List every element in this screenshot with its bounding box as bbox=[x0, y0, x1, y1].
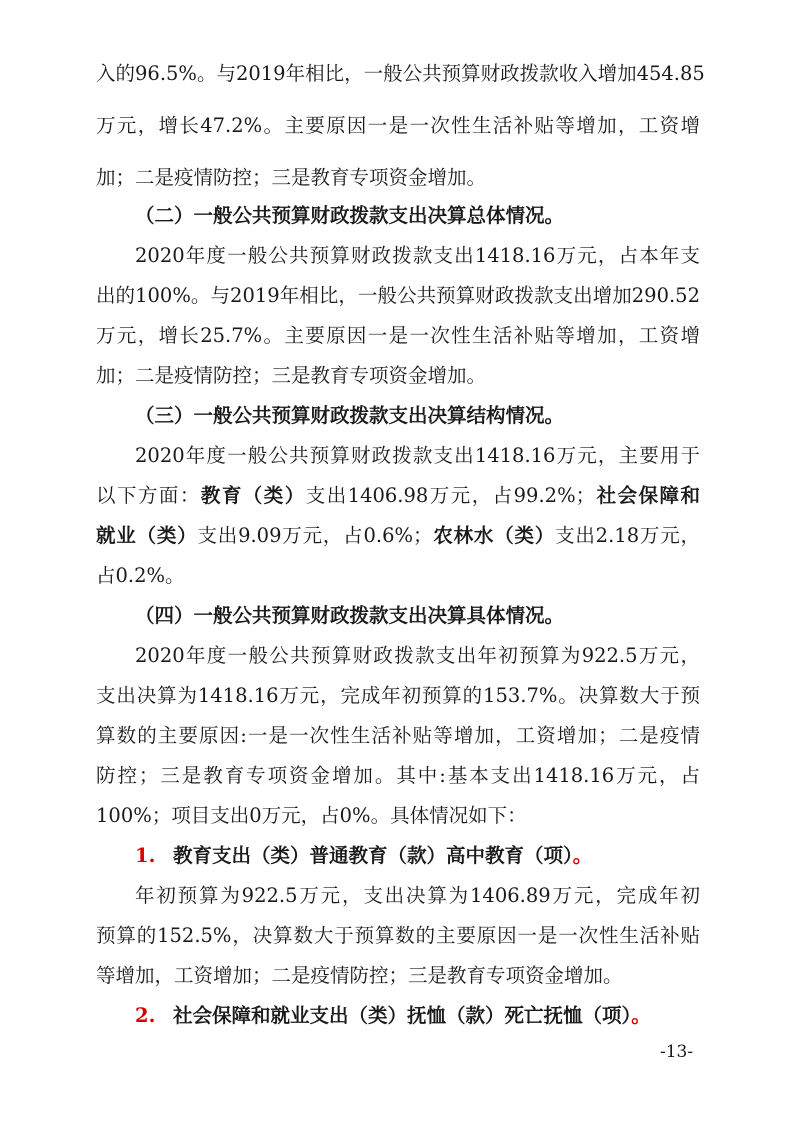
paragraph-line bbox=[96, 482, 700, 510]
paragraph-line: 占0.2%。 bbox=[96, 564, 185, 587]
paragraph-line: 算数的主要原因:一是一次性生活补贴等增加，工资增加；二是疫情 bbox=[96, 724, 700, 747]
paragraph-line: 防控；三是教育专项资金增加。其中:基本支出1418.16万元，占 bbox=[96, 764, 700, 787]
section-heading: （二）一般公共预算财政拨款支出决算总体情况。 bbox=[135, 204, 565, 227]
paragraph-line: 2020年度一般公共预算财政拨款支出1418.16万元，占本年支 bbox=[135, 244, 700, 267]
text-span: 支出9.09万元，占0.6%； bbox=[197, 524, 433, 547]
paragraph-line: 加；二是疫情防控；三是教育专项资金增加。 bbox=[96, 166, 487, 189]
text-span: 以下方面： bbox=[96, 484, 201, 507]
paragraph-line: 万元，增长25.7%。主要原因一是一次性生活补贴等增加，工资增 bbox=[96, 324, 700, 347]
text-span: 支出2.18万元， bbox=[555, 524, 700, 547]
list-item-end: 。 bbox=[631, 1004, 651, 1027]
list-item-number: 1. bbox=[135, 844, 156, 867]
section-heading: （四）一般公共预算财政拨款支出决算具体情况。 bbox=[135, 604, 565, 627]
paragraph-line: 出的100%。与2019年相比，一般公共预算财政拨款支出增加290.52 bbox=[96, 284, 700, 307]
list-item-number: 2. bbox=[135, 1004, 156, 1027]
text-span: 支出1406.98万元，占99.2%； bbox=[305, 484, 596, 507]
category-label: 就业（类） bbox=[96, 524, 198, 547]
list-item-title: 社会保障和就业支出（类）抚恤（款）死亡抚恤（项） bbox=[173, 1004, 632, 1027]
paragraph-line: 2020年度一般公共预算财政拨款支出1418.16万元，主要用于 bbox=[135, 444, 700, 467]
paragraph-line: 100%；项目支出0万元，占0%。具体情况如下： bbox=[96, 804, 527, 827]
category-label: 社会保障和 bbox=[595, 484, 700, 507]
list-item-heading bbox=[135, 842, 700, 870]
list-item-title: 教育支出（类）普通教育（款）高中教育（项） bbox=[173, 844, 573, 867]
list-item-end: 。 bbox=[572, 844, 593, 867]
page-number: -13- bbox=[660, 1042, 694, 1062]
paragraph-line: 2020年度一般公共预算财政拨款支出年初预算为922.5万元， bbox=[135, 644, 700, 667]
paragraph-line: 支出决算为1418.16万元，完成年初预算的153.7%。决算数大于预 bbox=[96, 684, 700, 707]
paragraph-line: 加；二是疫情防控；三是教育专项资金增加。 bbox=[96, 364, 487, 387]
paragraph-line: 预算的152.5%，决算数大于预算数的主要原因一是一次性生活补贴 bbox=[96, 924, 700, 947]
category-label: 农林水（类） bbox=[432, 524, 556, 547]
paragraph-line bbox=[96, 522, 700, 550]
category-label: 教育（类） bbox=[200, 484, 306, 507]
section-heading: （三）一般公共预算财政拨款支出决算结构情况。 bbox=[135, 404, 565, 427]
list-item-heading bbox=[135, 1002, 700, 1030]
paragraph-line: 年初预算为922.5万元，支出决算为1406.89万元，完成年初 bbox=[135, 884, 700, 907]
paragraph-line: 万元，增长47.2%。主要原因一是一次性生活补贴等增加，工资增 bbox=[96, 114, 700, 137]
paragraph-line: 入的96.5%。与2019年相比，一般公共预算财政拨款收入增加454.85 bbox=[96, 62, 705, 85]
paragraph-line: 等增加，工资增加；二是疫情防控；三是教育专项资金增加。 bbox=[96, 964, 623, 987]
